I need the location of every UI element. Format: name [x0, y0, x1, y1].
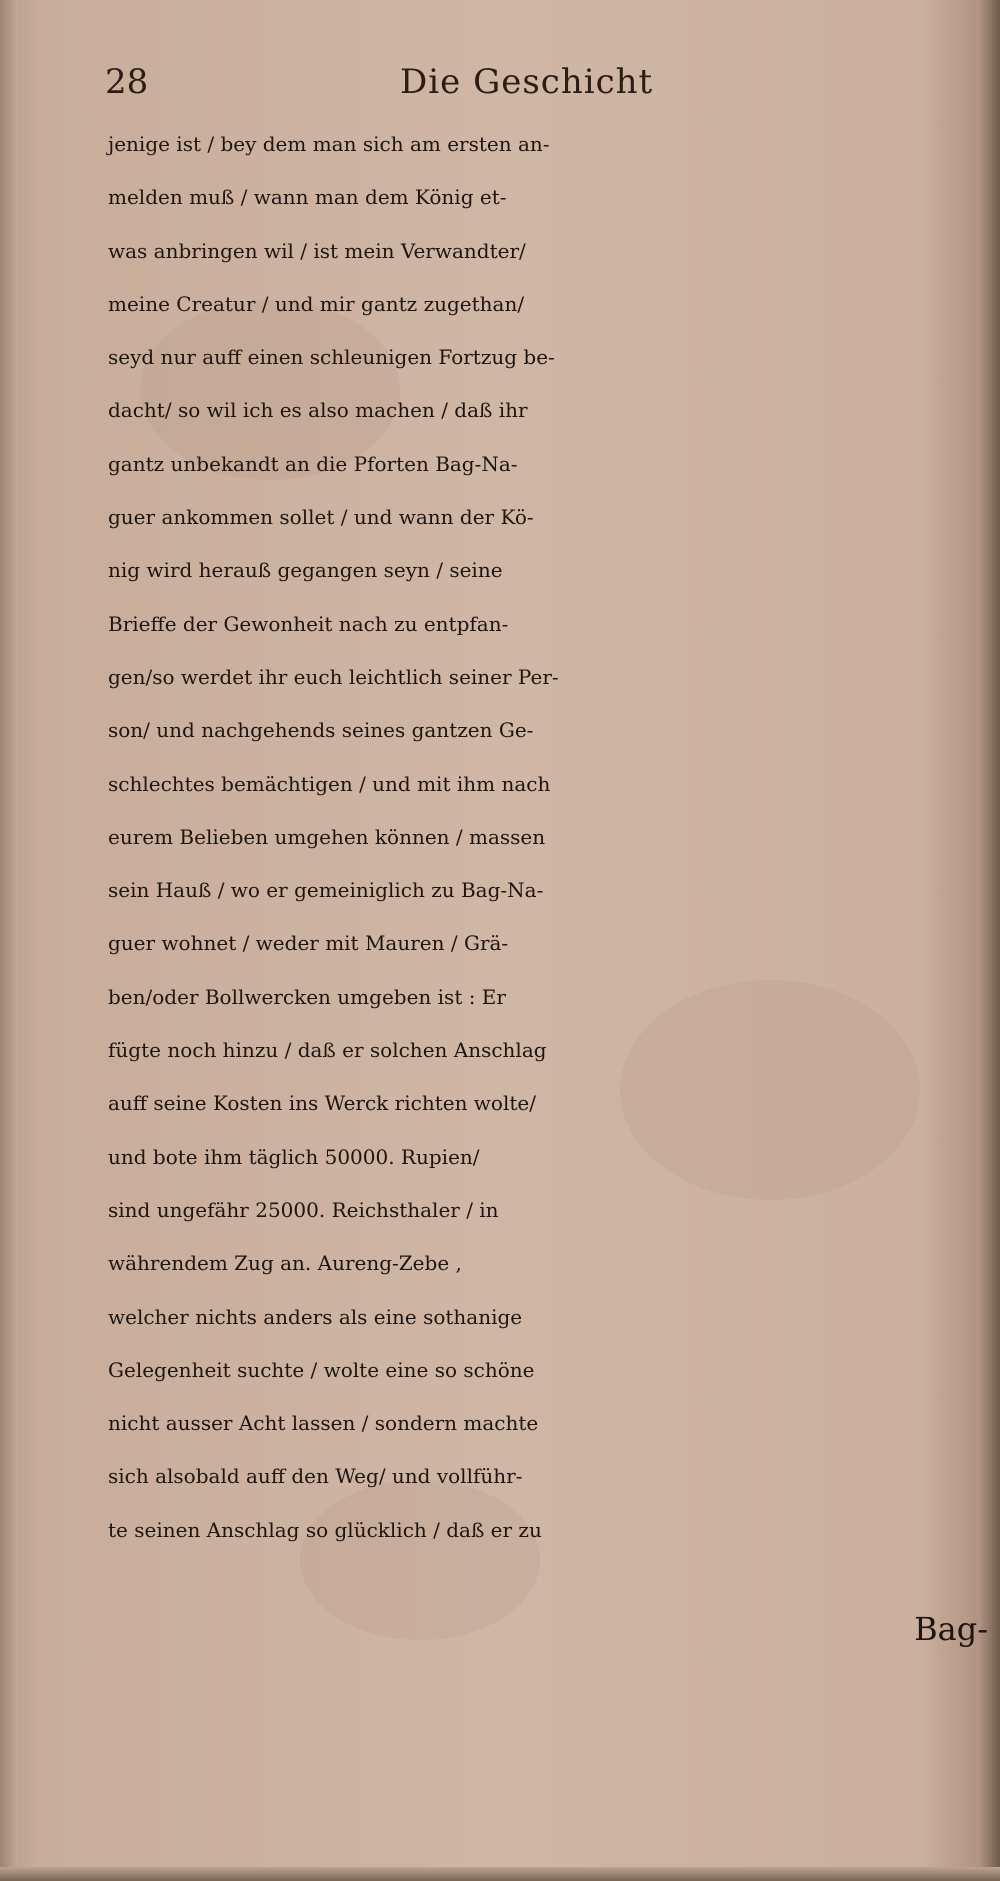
page-bottom-edge	[0, 1867, 1000, 1881]
text-line: son/ und nachgehends seines gantzen Ge-	[108, 718, 534, 743]
text-line: sind ungefähr 25000. Reichsthaler / in	[108, 1197, 499, 1222]
text-line: nig wird herauß gegangen seyn / seine	[108, 558, 503, 583]
catchword-text: Bag-	[914, 1610, 988, 1648]
text-line: auff seine Kosten ins Werck richten wolte/	[108, 1091, 536, 1116]
running-title: Die Geschicht	[400, 62, 654, 102]
text-line: gen/so werdet ihr euch leichtlich seiner Per-	[108, 664, 559, 689]
text-line: eurem Belieben umgehen können / massen	[108, 824, 546, 849]
text-line: gantz unbekandt an die Pforten Bag-Na-	[108, 451, 518, 476]
text-line: schlechtes bemächtigen / und mit ihm nach	[108, 771, 551, 796]
text-line: fügte noch hinzu / daß er solchen Anschlag	[108, 1038, 547, 1063]
text-line: ben/oder Bollwercken umgeben ist : Er	[108, 984, 506, 1009]
page-left-edge	[0, 0, 18, 1881]
catchword	[108, 1610, 988, 1648]
text-line: sich alsobald auff den Weg/ und vollführ-	[108, 1464, 523, 1489]
text-line: guer ankommen sollet / und wann der Kö-	[108, 505, 534, 530]
text-line: währendem Zug an. Aureng-Zebe ,	[108, 1251, 462, 1276]
text-line: jenige ist / bey dem man sich am ersten an-	[108, 132, 550, 156]
text-line: seyd nur auff einen schleunigen Fortzug be-	[108, 345, 555, 370]
page-number: 28	[105, 62, 149, 102]
text-line: dacht/ so wil ich es also machen / daß ihr	[108, 398, 528, 423]
text-line: Gelegenheit suchte / wolte eine so schöne	[108, 1357, 535, 1382]
text-line: nicht ausser Acht lassen / sondern machte	[108, 1411, 539, 1436]
text-line: was anbringen wil / ist mein Verwandter/	[108, 238, 526, 263]
page-header	[105, 62, 905, 122]
text-line: guer wohnet / weder mit Mauren / Grä-	[108, 931, 509, 956]
text-line: welcher nichts anders als eine sothanige	[108, 1304, 523, 1329]
text-line: meine Creatur / und mir gantz zugethan/	[108, 291, 525, 316]
text-line: te seinen Anschlag so glücklich / daß er zu	[108, 1517, 542, 1542]
body-text	[108, 118, 988, 1557]
text-line: Brieffe der Gewonheit nach zu entpfan-	[108, 611, 509, 636]
text-line: sein Hauß / wo er gemeiniglich zu Bag-Na-	[108, 878, 544, 903]
text-line: melden muß / wann man dem König et-	[108, 185, 507, 210]
text-line: und bote ihm täglich 50000. Rupien/	[108, 1144, 480, 1169]
